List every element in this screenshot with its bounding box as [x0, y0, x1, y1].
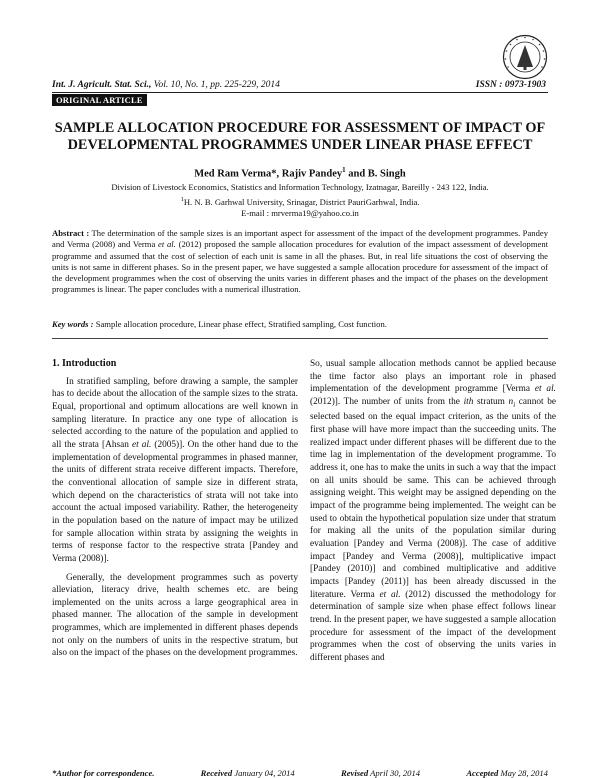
- paragraph-text: (2012) discussed the methodology for determination of sample size when phase effect follows linear trend. In the present paper, we have suggested a sample allocation procedure for assessment of the impact of the development programmes when the cost of observing the units varies in different phases and: [310, 589, 557, 663]
- et-al: et al.: [131, 439, 152, 450]
- affiliation-2: [0, 194, 600, 208]
- author-separator: ,: [276, 168, 282, 180]
- affiliation-1: Division of Livestock Economics, Statistics and Information Technology, Izatnagar, Bareilly - 243 122, India.: [111, 182, 489, 192]
- paragraph: Generally, the development programmes such as poverty alleviation, literacy drive, health schemes etc. are being implemented on the units across a large geographical area in phased manner. The allocation of the sample in development programmes, which are implemented in different phases depends not only on the numbers of units in the respective stratum, but also on the impact of the phases on the development programmes.: [52, 572, 298, 659]
- received-label: Received: [200, 768, 233, 778]
- contact-email: E-mail : mrverma19@yahoo.co.in: [241, 207, 359, 218]
- journal-volume: Vol. 10, No. 1, pp. 225-229, 2014: [151, 80, 280, 90]
- affiliation-2-text: H. N. B. Garhwal University, Srinagar, District PauriGarhwal, India.: [183, 196, 420, 207]
- header-rule: [52, 92, 548, 93]
- left-column: [52, 358, 298, 666]
- paragraph-text: So, usual sample allocation methods cannot be applied because the time factor also plays an important role in phased implementation of the development programme [Verma: [310, 359, 556, 395]
- paragraph-text: (2005)]. On the other hand due to the implementation of developmental programmes in phased manner, the units of different strata receive different impacts. Therefore, the conventional allocation of sample size in different strata, which depend on the characteristics of strata will not take into account the actual imposed variability. Rather, the heterogeneity in the population based on the nature of impact may be utilized for sample allocation within strata by assigning the weights in terms of response factor to the respective strata [Pandey and Verma (2008)].: [52, 439, 298, 564]
- paragraph: [52, 376, 298, 566]
- paragraph-text: cannot be selected based on the equal impact criterion, as the units of the first phase will have more impact than the succeeding units. The realized impact under different phases will be different due to the time lag in implementation of the development programme. To address it, one has to make the units in such a way that the impact on all units should be same. This can be achieved through assigning weight. This weight may be assigned depending on the impact of the programme being implemented. The weight can be used to obtain the hypothetical population size under that stratum for making all the units of the population similar during evaluation [Pandey and Verma (2008)]. The case of additive impact [Pandey and Verma (2008)], multiplicative impact [Pandey (2010)] and combined multiplicative and additive impacts [Pandey (2011)] has been already discussed in the literature. Verma: [310, 396, 556, 600]
- author-1: Med Ram Verma*: [194, 168, 277, 180]
- math-th: th: [466, 396, 474, 407]
- paragraph-text: In stratified sampling, before drawing a sample, the sampler has to decide about the allocation of the sample sizes to the strata. Equal, proportional and optimum allocations are well known in sampling literature. In practice any one type of allocation is selected according to the nature of the population and applied to all the strata [Ahsan: [52, 376, 298, 450]
- section-divider: [52, 338, 548, 339]
- revised-label: Revised: [340, 768, 369, 778]
- author-2: Rajiv Pandey: [281, 168, 343, 180]
- abstract-label: Abstract :: [52, 228, 90, 238]
- accepted-date: May 28, 2014: [498, 768, 548, 778]
- paragraph-text: (2012)]. The number of units from the: [310, 396, 464, 407]
- keywords-label: Key words :: [52, 319, 94, 329]
- abstract-et-al: et al.: [158, 239, 176, 250]
- paragraph: [310, 358, 556, 665]
- author-2-affiliation-mark: 1: [342, 166, 346, 174]
- society-logo-icon: [502, 34, 548, 80]
- abstract: [52, 228, 548, 296]
- math-subscript-i: i: [513, 400, 516, 409]
- math-i: i: [463, 396, 467, 407]
- author-3: B. Singh: [367, 168, 406, 180]
- math-n: n: [508, 396, 514, 407]
- journal-citation: [52, 80, 280, 90]
- abstract-text-cont: (2012) proposed the sample allocation procedures for evalution of the impact assessment of development programme and assumed that the cost of selection of each unit is same in all the phases. But, in real life situations the cost of observing the units is not same in different phases. So in the present paper, we have suggested a sample allocation procedure for assessment of the impact of the development programmes when the cost of observing the units varies in different phases and the impact of the phases on the development programmes is linear. The paper concludes with a numerical illustration.: [52, 239, 549, 295]
- paragraph-text: stratum: [473, 396, 509, 407]
- affiliation-2-mark: 1: [180, 195, 184, 203]
- affiliations: [0, 182, 600, 219]
- keywords: [52, 319, 548, 330]
- keywords-text: Sample allocation procedure, Linear phase effect, Stratified sampling, Cost function.: [93, 319, 387, 329]
- et-al: et al.: [379, 589, 401, 600]
- article-type-badge: ORIGINAL ARTICLE: [52, 94, 147, 106]
- article-footer: [52, 768, 548, 778]
- right-column: [310, 358, 556, 671]
- author-separator: and: [345, 168, 368, 180]
- et-al: et al.: [534, 384, 556, 395]
- journal-abbrev: Int. J. Agricult. Stat. Sci.,: [52, 80, 152, 90]
- article-title: SAMPLE ALLOCATION PROCEDURE FOR ASSESSMENT OF IMPACT OF DEVELOPMENTAL PROGRAMMES UNDER LINEAR PHASE EFFECT: [54, 120, 546, 153]
- issn: ISSN : 0973-1903: [475, 80, 546, 90]
- section-heading: 1. Introduction: [52, 358, 117, 369]
- accepted-label: Accepted: [466, 768, 499, 778]
- correspondence-note: *Author for correspondence.: [52, 768, 155, 778]
- author-list: [0, 166, 600, 180]
- revised-date: April 30, 2014: [368, 768, 421, 778]
- abstract-text: The determination of the sample sizes is an important aspect for assessment of the impact of the development programmes. Pandey and Verma (2008) and Verma: [52, 228, 548, 250]
- received-date: January 04, 2014: [232, 768, 295, 778]
